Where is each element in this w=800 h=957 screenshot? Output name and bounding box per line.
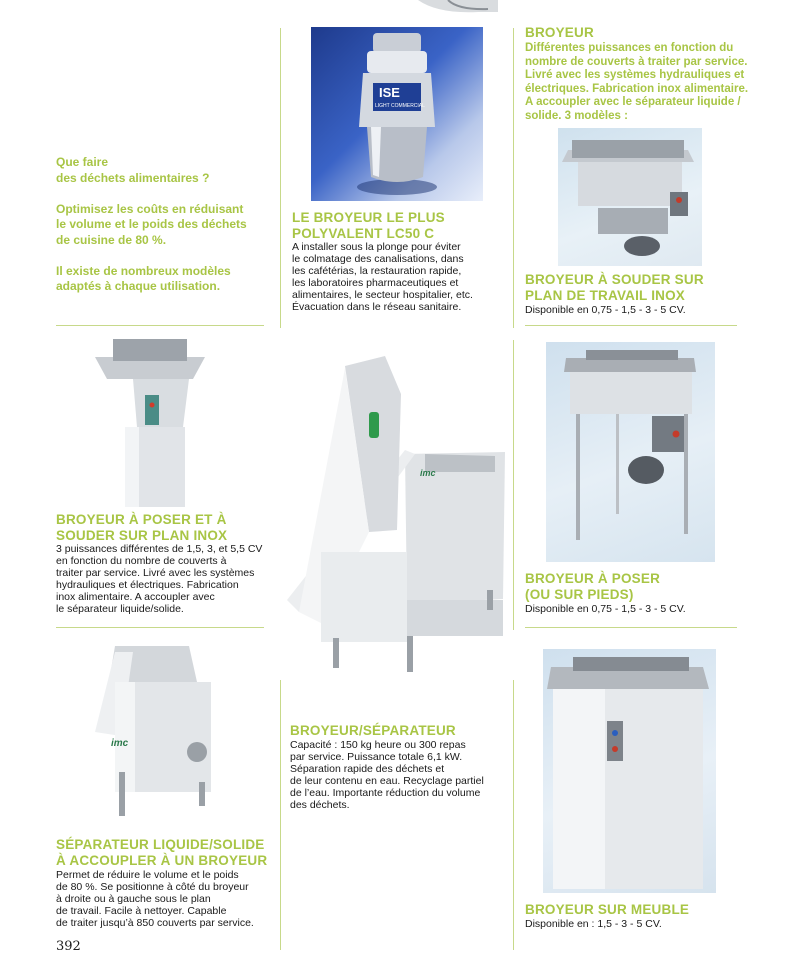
- poser-souder-title: BROYEUR À POSER ET À SOUDER SUR PLAN INOX: [56, 512, 228, 543]
- broyeur-header-text: Différentes puissances en fonction du nombre de couverts à traiter par service. Livré avec les systèmes hydrauliques et électriques. Fabrication inox alimentaire. A accoupler avec le séparateur liquide / solide. 3 modèles :: [525, 42, 749, 122]
- divider-h-4: [525, 627, 737, 628]
- meuble-text: Disponible en : 1,5 - 3 - 5 CV.: [525, 918, 662, 930]
- separateur-liquide-brand: imc: [111, 738, 129, 749]
- page-number: 392: [56, 939, 81, 954]
- separateur-liquide-title: SÉPARATEUR LIQUIDE/SOLIDE À ACCOUPLER À UN BROYEUR: [56, 837, 268, 868]
- lc50-text: A installer sous la plonge pour éviter le colmatage des canalisations, dans les cafétérias, la restauration rapide, les laboratoires pharmaceutiques et alimentaires, le secteur hospitalier, etc. Évacuation dans le réseau sanitaire.: [292, 241, 473, 313]
- lc50-logo: ISE: [379, 85, 400, 100]
- divider-h-1: [56, 325, 264, 326]
- lc50-photo: [311, 27, 483, 201]
- separateur-broyeur-brand: imc: [420, 468, 436, 478]
- souder-title: BROYEUR À SOUDER SUR PLAN DE TRAVAIL INOX: [525, 272, 704, 303]
- meuble-title: BROYEUR SUR MEUBLE: [525, 902, 690, 917]
- separateur-broyeur-title: BROYEUR/SÉPARATEUR: [290, 723, 456, 738]
- lc50-title: LE BROYEUR LE PLUS POLYVALENT LC50 C: [292, 210, 445, 241]
- divider-h-2: [525, 325, 737, 326]
- poser-souder-text: 3 puissances différentes de 1,5, 3, et 5,5 CV en fonction du nombre de couverts à traiter par service. Livré avec les systèmes hydrauliques et électriques. Fabrication inox alimentaire. A accoupler avec le séparateur liquide/solide.: [56, 543, 263, 615]
- separateur-broyeur-photo: [285, 354, 510, 676]
- top-photo-fragment: [418, 0, 498, 14]
- poser-pieds-title: BROYEUR À POSER (OU SUR PIEDS): [525, 571, 661, 602]
- poser-pieds-text: Disponible en 0,75 - 1,5 - 3 - 5 CV.: [525, 603, 686, 615]
- divider-h-3: [56, 627, 264, 628]
- meuble-photo: [543, 649, 716, 893]
- poser-souder-photo: [93, 337, 207, 509]
- separateur-broyeur-text: Capacité : 150 kg heure ou 300 repas par service. Puissance totale 6,1 kW. Séparation rapide des déchets et de leur contenu en eau. Recyclage partiel de l’eau. Importante réduction du volume des déchets.: [290, 739, 484, 811]
- separateur-liquide-photo: [93, 642, 217, 818]
- divider-v-bottom2: [513, 680, 514, 950]
- broyeur-header-title: BROYEUR: [525, 25, 594, 40]
- poser-pieds-photo: [546, 342, 715, 562]
- intro-text: Que faire des déchets alimentaires ? Optimisez les coûts en réduisant le volume et le poids des déchets de cuisine de 80 %. Il existe de nombreux modèles adaptés à chaque utilisation.: [56, 155, 247, 293]
- separateur-liquide-text: Permet de réduire le volume et le poids de 80 %. Se positionne à côté du broyeur à droite ou à gauche sous le plan de travail. Facile à nettoyer. Capable de traiter jusqu’à 850 couverts par service.: [56, 869, 254, 929]
- divider-v-top: [280, 28, 281, 328]
- souder-photo: [558, 128, 702, 266]
- souder-text: Disponible en 0,75 - 1,5 - 3 - 5 CV.: [525, 304, 686, 316]
- divider-v-mid: [513, 340, 514, 630]
- divider-v-top2: [513, 28, 514, 328]
- lc50-label: LIGHT COMMERCIAL: [375, 103, 425, 109]
